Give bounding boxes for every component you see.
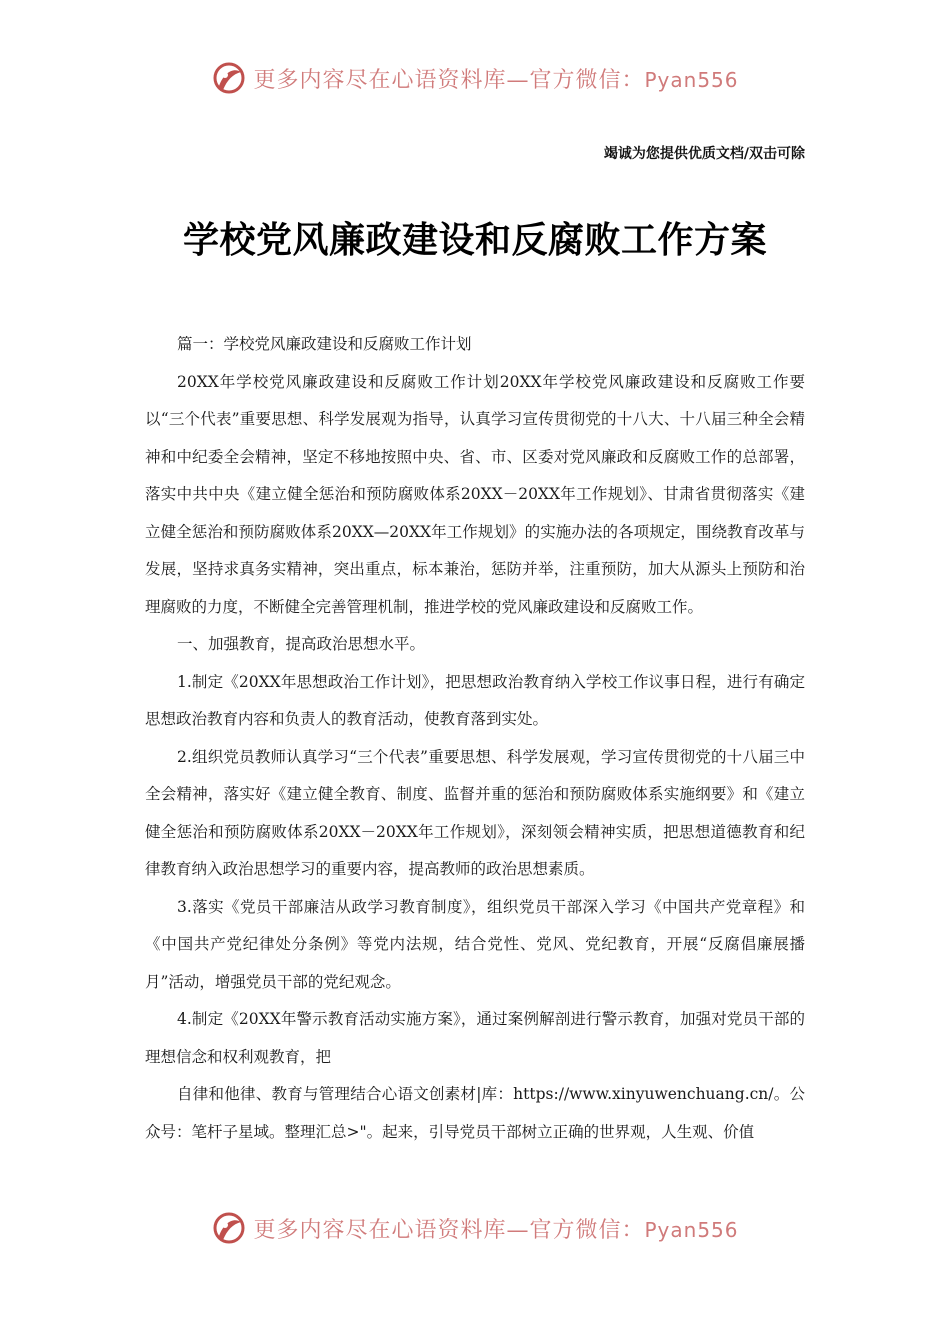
paragraph: 2.组织党员教师认真学习“三个代表”重要思想、科学发展观，学习宣传贯彻党的十八届三中全会精神，落实好《建立健全教育、制度、监督并重的惩治和预防腐败体系实施纲要》和《建立健全惩治和预防腐败体系20XX－20XX年工作规划》，深刻领会精神实质，把思想道德教育和纪律教育纳入政治思想学习的重要内容，提高教师的政治思想素质。 — [145, 747, 805, 878]
document-title: 学校党风廉政建设和反腐败工作方案 — [182, 220, 767, 261]
document-body — [145, 326, 805, 1151]
document-subnote: 竭诚为您提供优质文档/双击可除 — [603, 146, 805, 162]
header-banner — [0, 56, 950, 100]
banner-text: 更多内容尽在心语资料库—官方微信：Pyan556 — [253, 1217, 739, 1243]
paragraph: 一、加强教育，提高政治思想水平。 — [177, 635, 426, 653]
brand-logo-icon — [211, 60, 247, 96]
brand-logo-icon — [211, 1210, 247, 1246]
footer-banner — [0, 1206, 950, 1250]
paragraph: 篇一：学校党风廉政建设和反腐败工作计划 — [177, 335, 472, 353]
paragraph: 3.落实《党员干部廉洁从政学习教育制度》，组织党员干部深入学习《中国共产党章程》和《中国共产党纪律处分条例》等党内法规，结合党性、党风、党纪教育，开展“反腐倡廉展播月”活动，增强党员干部的党纪观念。 — [145, 897, 805, 991]
paragraph: 20XX年学校党风廉政建设和反腐败工作计划20XX年学校党风廉政建设和反腐败工作要以“三个代表”重要思想、科学发展观为指导，认真学习宣传贯彻党的十八大、十八届三种全会精神和中纪委全会精神，坚定不移地按照中央、省、市、区委对党风廉政和反腐败工作的总部署，落实中共中央《建立健全惩治和预防腐败体系20XX－20XX年工作规划》、甘肃省贯彻落实《建立健全惩治和预防腐败体系20XX—20XX年工作规划》的实施办法的各项规定，围绕教育改革与发展，坚持求真务实精神，突出重点，标本兼治，惩防并举，注重预防，加大从源头上预防和治理腐败的力度，不断健全完善管理机制，推进学校的党风廉政建设和反腐败工作。 — [145, 372, 805, 616]
wechat-id: Pyan556 — [644, 1217, 739, 1242]
paragraph: 自律和他律、教育与管理结合心语文创素材|库：https://www.xinyuwenchuang.cn/。公众号：笔杆子星域。整理汇总>"。起来，引导党员干部树立正确的世界观，人生观、价值 — [145, 1085, 805, 1141]
paragraph: 4.制定《20XX年警示教育活动实施方案》，通过案例解剖进行警示教育，加强对党员干部的理想信念和权利观教育，把 — [145, 1010, 805, 1066]
banner-text: 更多内容尽在心语资料库—官方微信：Pyan556 — [253, 67, 739, 93]
paragraph: 1.制定《20XX年思想政治工作计划》，把思想政治教育纳入学校工作议事日程，进行有确定思想政治教育内容和负责人的教育活动，使教育落到实处。 — [145, 672, 805, 728]
wechat-id: Pyan556 — [644, 67, 739, 92]
